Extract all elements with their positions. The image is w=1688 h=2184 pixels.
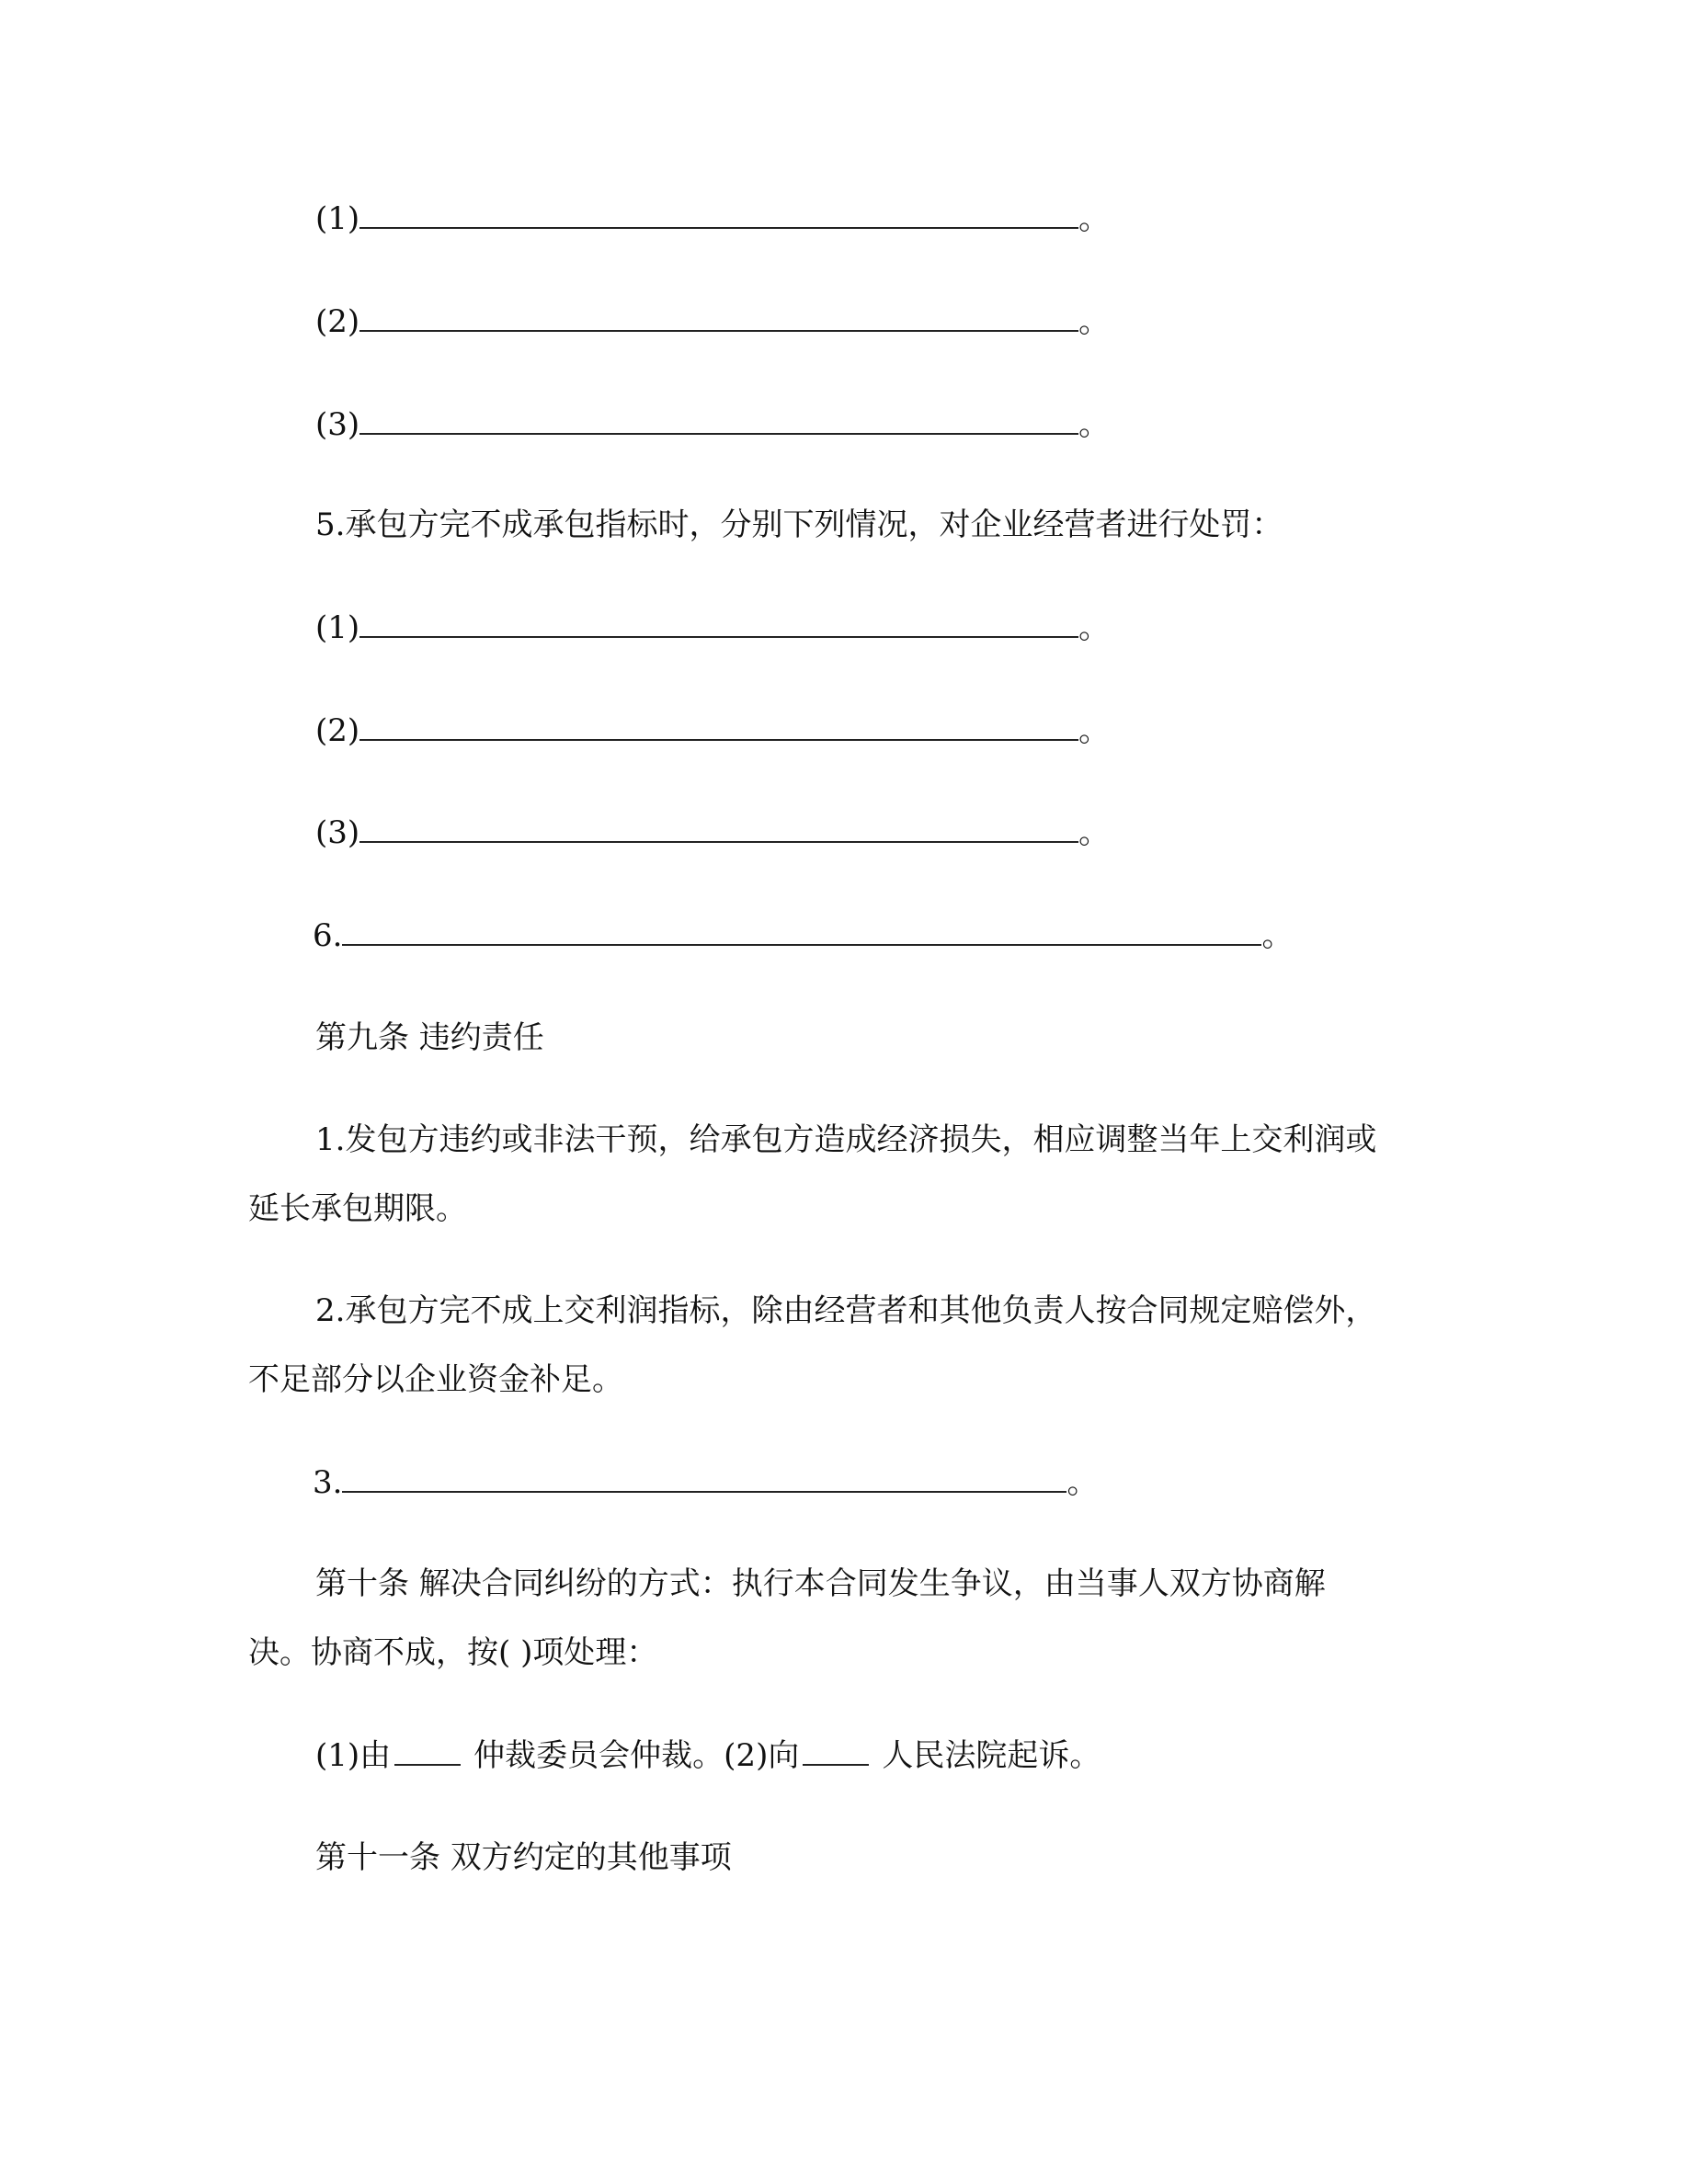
fill-in-blank[interactable] bbox=[359, 609, 1078, 638]
item-end: 。 bbox=[1078, 712, 1111, 749]
item-label: (3) bbox=[315, 814, 360, 851]
fill-in-blank[interactable] bbox=[359, 302, 1078, 332]
list-item bbox=[315, 199, 1110, 237]
item-label: 3. bbox=[313, 1464, 343, 1501]
fill-in-blank[interactable] bbox=[342, 916, 1261, 946]
item-end: 。 bbox=[1078, 406, 1111, 443]
list-item bbox=[315, 405, 1110, 443]
article-9-paragraph-1-line-1: 1.发包方违约或非法干预，给承包方造成经济损失，相应调整当年上交利润或 bbox=[315, 1121, 1377, 1158]
item-end: 。 bbox=[1078, 303, 1111, 340]
item-end: 。 bbox=[1066, 1464, 1099, 1501]
option-1-suffix: 仲裁委员会仲裁。 bbox=[473, 1737, 724, 1774]
fill-in-blank[interactable] bbox=[359, 405, 1078, 435]
article-9-title: 第九条 违约责任 bbox=[315, 1019, 544, 1056]
article-9-item-3 bbox=[313, 1463, 1098, 1501]
list-item bbox=[315, 813, 1110, 851]
item-label: (1) bbox=[315, 609, 360, 646]
article-11-title: 第十一条 双方约定的其他事项 bbox=[315, 1839, 732, 1876]
list-item bbox=[315, 609, 1110, 646]
article-10-line-1: 第十条 解决合同纠纷的方式：执行本合同发生争议，由当事人双方协商解 bbox=[315, 1565, 1326, 1602]
fill-in-blank[interactable] bbox=[359, 199, 1078, 229]
option-2-prefix: (2)向 bbox=[724, 1737, 800, 1774]
item-label: (3) bbox=[315, 406, 360, 443]
item-label: (1) bbox=[315, 200, 360, 237]
item-label: (2) bbox=[315, 303, 360, 340]
item-end: 。 bbox=[1078, 814, 1111, 851]
item-end: 。 bbox=[1261, 917, 1294, 954]
fill-in-blank[interactable] bbox=[342, 1463, 1066, 1493]
item-label: 6. bbox=[313, 917, 343, 954]
list-item bbox=[315, 711, 1110, 749]
article-9-paragraph-2-line-2: 不足部分以企业资金补足。 bbox=[248, 1361, 623, 1398]
item-label: (2) bbox=[315, 712, 360, 749]
dispute-options bbox=[315, 1736, 1101, 1774]
article-9-paragraph-1-line-2: 延长承包期限。 bbox=[248, 1190, 467, 1227]
article-9-paragraph-2-line-1: 2.承包方完不成上交利润指标，除由经营者和其他负责人按合同规定赔偿外， bbox=[315, 1292, 1377, 1329]
arbitration-commission-blank[interactable] bbox=[394, 1736, 461, 1766]
clause-6 bbox=[313, 916, 1293, 954]
list-item bbox=[315, 302, 1110, 340]
item-end: 。 bbox=[1078, 609, 1111, 646]
fill-in-blank[interactable] bbox=[359, 813, 1078, 843]
item-end: 。 bbox=[1078, 200, 1111, 237]
clause-5: 5.承包方完不成承包指标时，分别下列情况，对企业经营者进行处罚： bbox=[315, 506, 1283, 543]
option-2-suffix: 人民法院起诉。 bbox=[882, 1737, 1101, 1774]
court-blank[interactable] bbox=[803, 1736, 869, 1766]
option-1-prefix: (1)由 bbox=[315, 1737, 392, 1774]
fill-in-blank[interactable] bbox=[359, 711, 1078, 741]
article-10-line-2: 决。协商不成，按( )项处理： bbox=[248, 1634, 658, 1671]
